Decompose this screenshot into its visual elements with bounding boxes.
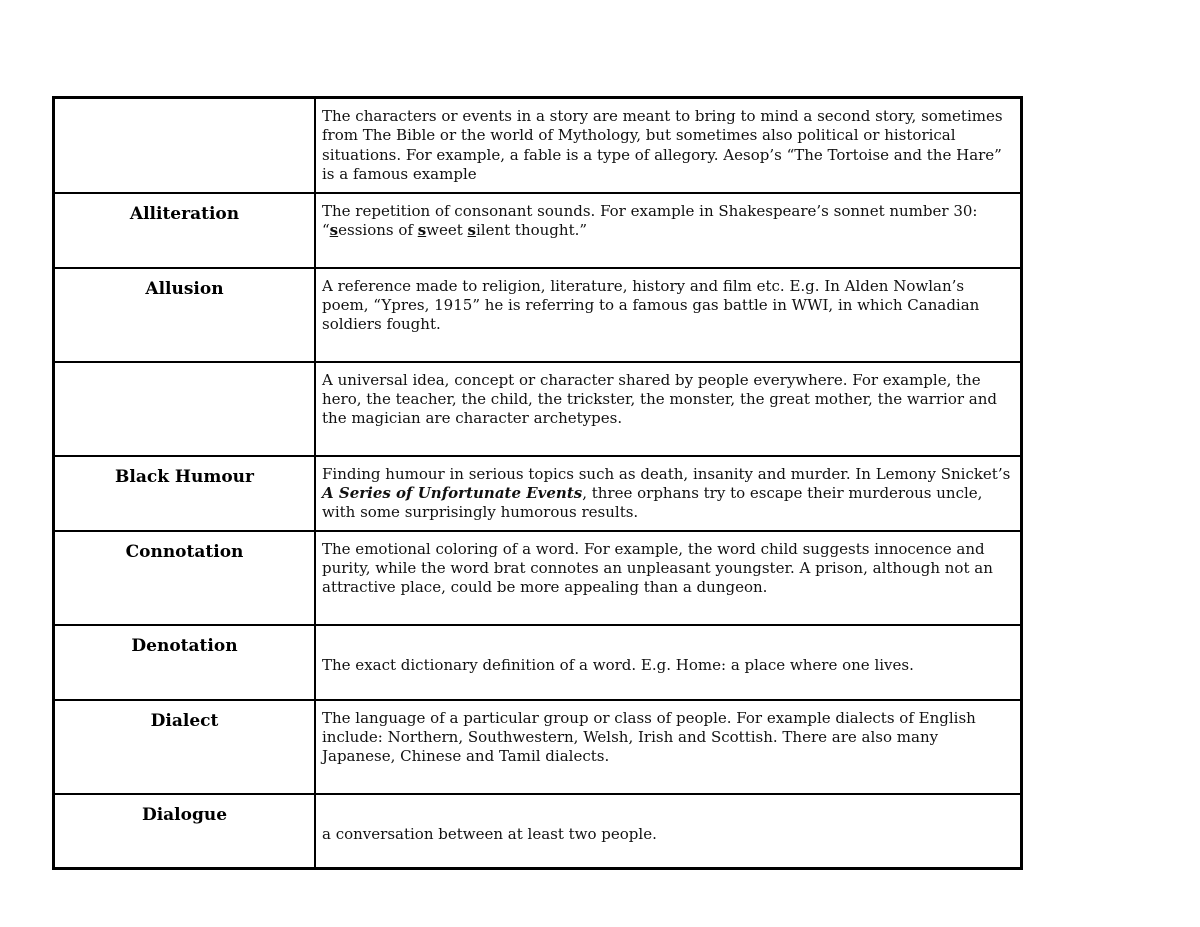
definition-cell xyxy=(315,456,1022,531)
table-row xyxy=(54,700,1022,794)
term-cell: Black Humour xyxy=(54,456,316,531)
term-cell xyxy=(54,98,316,193)
table-row xyxy=(54,268,1022,362)
definition-cell xyxy=(315,193,1022,268)
table-row xyxy=(54,193,1022,268)
definition-cell: The characters or events in a story are meant to bring to mind a second story, sometimes from The Bible or the world of Mythology, but sometimes also political or historical situations. For example, a fable is a type of allegory. Aesop’s “The Tortoise and the Hare” is a famous example xyxy=(315,98,1022,193)
term-cell xyxy=(54,362,316,456)
table-row xyxy=(54,794,1022,869)
table-row xyxy=(54,98,1022,193)
table-row xyxy=(54,362,1022,456)
term-cell: Denotation xyxy=(54,625,316,700)
definition-text: , three orphans try to escape their murderous uncle, with some surprisingly humorous results. xyxy=(322,483,983,522)
definition-text: ilent thought.” xyxy=(476,220,588,239)
term-cell: Alliteration xyxy=(54,193,316,268)
alliteration-letter: s xyxy=(417,220,427,239)
definition-text: The repetition of consonant sounds. For example in Shakespeare’s sonnet number 30: “ xyxy=(322,201,978,239)
definition-cell: a conversation between at least two people. xyxy=(315,794,1022,869)
term-cell: Dialogue xyxy=(54,794,316,869)
term-cell: Connotation xyxy=(54,531,316,625)
definition-cell: A reference made to religion, literature, history and film etc. E.g. In Alden Nowlan’s poem, “Ypres, 1915” he is referring to a famous gas battle in WWI, in which Canadian soldiers fought. xyxy=(315,268,1022,362)
term-cell: Allusion xyxy=(54,268,316,362)
definition-text: weet xyxy=(426,220,468,239)
table-row xyxy=(54,531,1022,625)
definition-cell: A universal idea, concept or character shared by people everywhere. For example, the hero, the teacher, the child, the trickster, the monster, the great mother, the warrior and the magician are character archetypes. xyxy=(315,362,1022,456)
definition-cell: The language of a particular group or class of people. For example dialects of English include: Northern, Southwestern, Welsh, Irish and Scottish. There are also many Japanese, Chinese and Tamil dialects. xyxy=(315,700,1022,794)
definition-text: essions of xyxy=(338,220,418,239)
definition-cell: The emotional coloring of a word. For example, the word child suggests innocence and purity, while the word brat connotes an unpleasant youngster. A prison, although not an attractive place, could be more appealing than a dungeon. xyxy=(315,531,1022,625)
table-row xyxy=(54,625,1022,700)
table-row xyxy=(54,456,1022,531)
definition-cell: The exact dictionary definition of a word. E.g. Home: a place where one lives. xyxy=(315,625,1022,700)
literary-terms-table xyxy=(52,96,1023,870)
book-title: A Series of Unfortunate Events xyxy=(322,483,583,502)
alliteration-letter: s xyxy=(467,220,476,239)
alliteration-letter: s xyxy=(329,220,339,239)
term-cell: Dialect xyxy=(54,700,316,794)
definition-text: Finding humour in serious topics such as death, insanity and murder. In Lemony Snicket’s xyxy=(322,464,1011,483)
